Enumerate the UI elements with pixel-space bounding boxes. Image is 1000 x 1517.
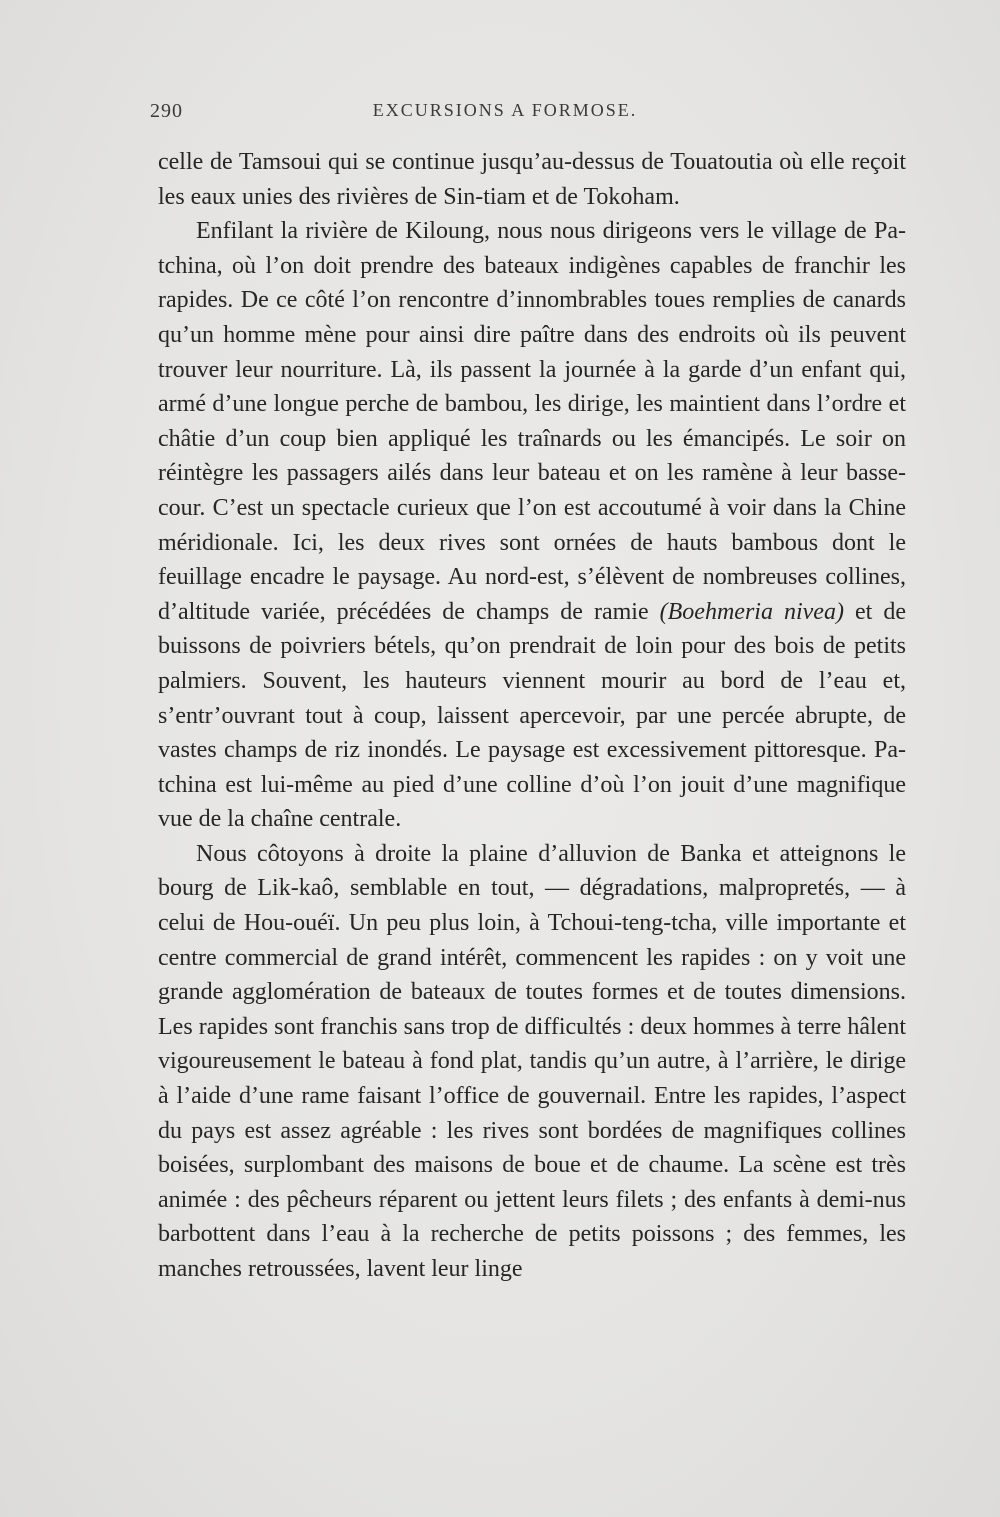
page-number: 290 [150, 100, 183, 122]
italic-species-name: (Boehmeria nivea) [659, 598, 844, 625]
paragraph-kiloung [158, 214, 906, 837]
paragraph-text: Enfilant la rivière de Kiloung, nous nous dirigeons vers le village de Pa-tchina, où l’on doit prendre des bateaux indigènes capables de franchir les rapides. De ce côté l’on rencontre d’innombrables toues remplies de canards qu’un homme mène pour ainsi dire paître dans des endroits où ils peuvent trouver leur nourriture. Là, ils passent la journée à la garde d’un enfant qui, armé d’une longue perche de bambou, les dirige, les maintient dans l’ordre et châtie d’un coup bien appliqué les traînards ou les émancipés. Le soir on réintègre les passagers ailés dans leur bateau et on les ramène à leur basse-cour. C’est un spectacle curieux que l’on est accoutumé à voir dans la Chine méridionale. Ici, les deux rives sont ornées de hauts bambous dont le feuillage encadre le paysage. Au nord-est, s’élèvent de nombreuses collines, d’altitude variée, précédées de champs de ramie [158, 218, 906, 625]
paragraph-rapides: Nous côtoyons à droite la plaine d’alluvion de Banka et atteignons le bourg de Lik-kaô, semblable en tout, — dégradations, malpropretés, — à celui de Hou-ouéï. Un peu plus loin, à Tchoui-teng-tcha, ville importante et centre commercial de grand intérêt, commencent les rapides : on y voit une grande agglomération de bateaux de toutes formes et de toutes dimensions. Les rapides sont franchis sans trop de difficultés : deux hommes à terre hâlent vigoureusement le bateau à fond plat, tandis qu’un autre, à l’arrière, le dirige à l’aide d’une rame faisant l’office de gouvernail. Entre les rapides, l’aspect du pays est assez agréable : les rives sont bordées de magnifiques collines boisées, surplombant des maisons de boue et de chaume. La scène est très animée : des pêcheurs réparent ou jettent leurs filets ; des enfants à demi-nus barbottent dans l’eau à la recherche de petits poissons ; des femmes, les manches retroussées, lavent leur linge [158, 840, 906, 1282]
body-text [158, 145, 906, 1287]
running-title: EXCURSIONS A FORMOSE. [372, 100, 638, 120]
page-header [150, 100, 860, 130]
paragraph-continued: celle de Tamsoui qui se continue jusqu’au-dessus de Touatoutia où elle reçoit les eaux unies des rivières de Sin-tiam et de Tokoham. [158, 149, 906, 210]
paragraph-text: et de buissons de poivriers bétels, qu’on prendrait de loin pour des bois de petits palmiers. Souvent, les hauteurs viennent mourir au bord de l’eau et, s’entr’ouvrant tout à coup, laissent apercevoir, par une percée abrupte, de vastes champs de riz inondés. Le paysage est excessivement pittoresque. Pa-tchina est lui-même au pied d’une colline d’où l’on jouit d’une magnifique vue de la chaîne centrale. [158, 598, 906, 833]
